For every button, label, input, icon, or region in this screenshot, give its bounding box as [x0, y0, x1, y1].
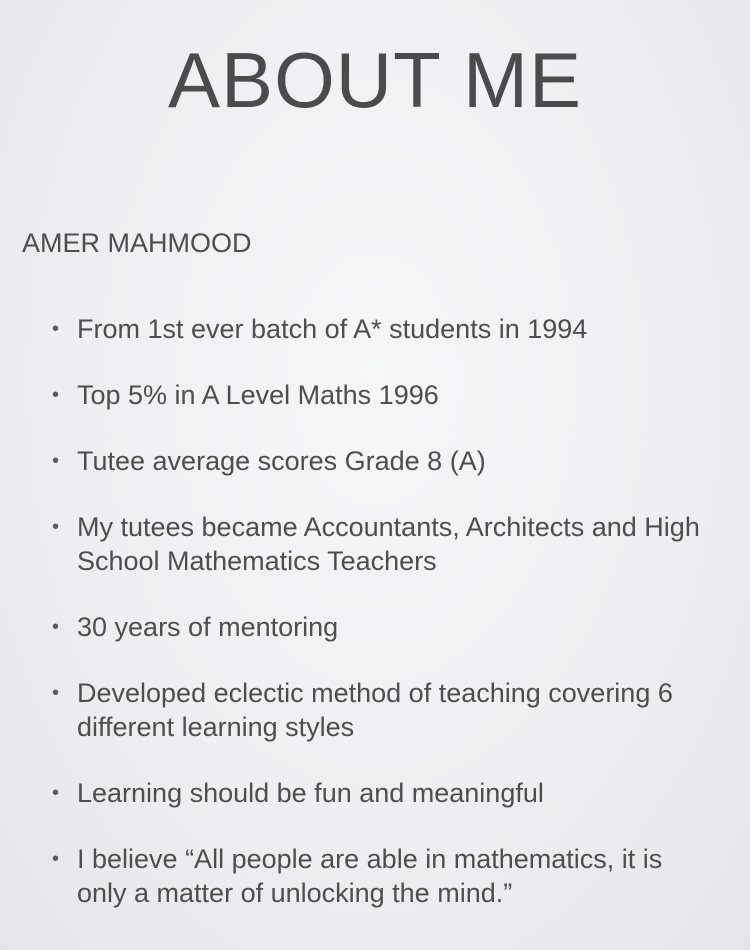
bullet-icon: • [52, 318, 60, 340]
bullet-item [52, 444, 712, 478]
bullet-text: Developed eclectic method of teaching covering 6 different learning styles [77, 678, 673, 742]
bullet-text: My tutees became Accountants, Architects and High School Mathematics Teachers [77, 512, 700, 576]
bullet-text: Tutee average scores Grade 8 (A) [77, 446, 486, 476]
bullet-text: Top 5% in A Level Maths 1996 [77, 380, 439, 410]
slide-title: ABOUT ME [168, 36, 582, 124]
bullet-item [52, 676, 712, 744]
bullet-icon: • [52, 848, 60, 870]
bullet-item [52, 610, 712, 644]
bullet-item [52, 842, 712, 910]
presenter-name: AMER MAHMOOD [22, 228, 252, 258]
bullet-item [52, 510, 712, 578]
bullet-item [52, 312, 712, 346]
bullet-item [52, 776, 712, 810]
bullet-icon: • [52, 384, 60, 406]
bullet-icon: • [52, 616, 60, 638]
bullet-text: Learning should be fun and meaningful [77, 778, 544, 808]
bullet-item [52, 378, 712, 412]
bullet-text: From 1st ever batch of A* students in 1994 [77, 314, 588, 344]
bullet-list [52, 312, 712, 910]
bullet-text: 30 years of mentoring [77, 612, 339, 642]
bullet-icon: • [52, 516, 60, 538]
bullet-icon: • [52, 682, 60, 704]
bullet-text: I believe “All people are able in mathematics, it is only a matter of unlocking the mind.” [77, 844, 663, 908]
bullet-icon: • [52, 450, 60, 472]
bullet-icon: • [52, 782, 60, 804]
